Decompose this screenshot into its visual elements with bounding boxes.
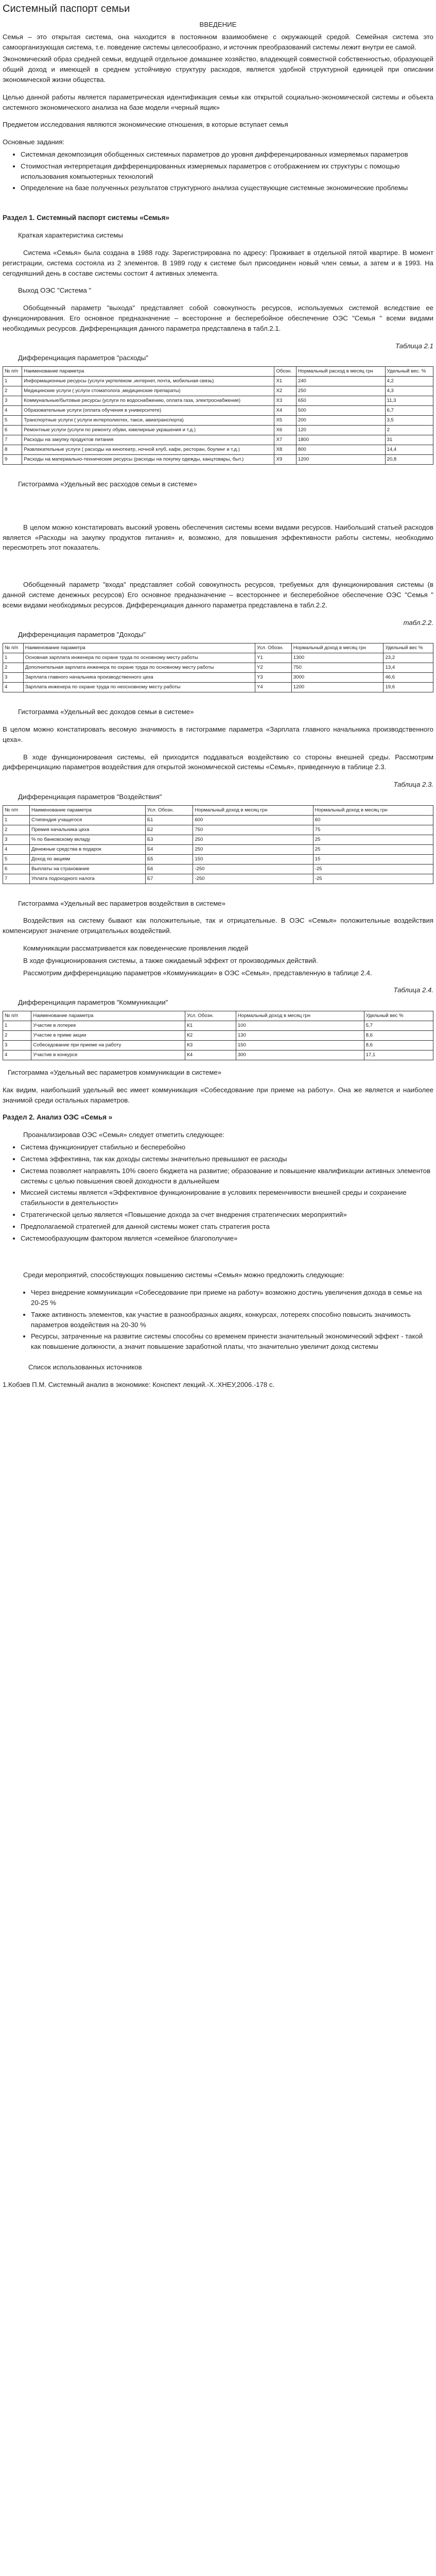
table-cell: Собеседование при приеме на работу: [31, 1040, 185, 1050]
table-cell: X4: [274, 406, 296, 416]
column-header: Удельный вес. %: [385, 367, 433, 377]
table-cell: Дополнительная зарплата инженера по охране труда по основному месту работы: [23, 663, 255, 673]
table-cell: 2: [385, 426, 433, 435]
table-cell: 240: [296, 377, 385, 386]
table-cell: -250: [193, 874, 313, 884]
table-cell: 130: [236, 1030, 364, 1040]
list-item: • Через внедрение коммуникации «Собеседование при приеме на работу» возможно достичь увеличения дохода в семье на 20-25 %: [31, 1287, 433, 1308]
means-list: [3, 1287, 433, 1352]
table-cell: -25: [313, 874, 433, 884]
table-cell: Б3: [145, 835, 193, 844]
table2-caption: Дифференциация параметров "Доходы": [18, 631, 146, 639]
table1-label: Таблица 2.1: [395, 342, 433, 350]
column-header: Наименование параметра: [31, 1011, 185, 1021]
table-cell: Информационные ресурсы (услуги укртелеком ,интернет, почта, мобильная связь): [22, 377, 274, 386]
table-row: [3, 1030, 433, 1040]
table-cell: Транспортные услуги ( услуги интерполиотех, такси, авиатранспорта): [22, 416, 274, 426]
table-cell: Б5: [145, 854, 193, 864]
table-cell: 60: [313, 815, 433, 825]
table-cell: 1200: [291, 683, 383, 692]
table-cell: 1: [3, 377, 22, 386]
list-item: • Система эффективна, так как доходы системы значительно превышают ее расходы: [21, 1154, 433, 1164]
table-cell: 300: [236, 1050, 364, 1060]
table-cell: 3: [3, 396, 22, 406]
table-row: [3, 396, 433, 406]
table-cell: 800: [296, 445, 385, 455]
paragraph: Воздействия на систему бывают как положительные, так и отрицательные. В ОЭС «Семья» положительные воздействия компенсируют значение отрицательных воздействий.: [3, 917, 433, 935]
table-cell: Основная зарплата инженера по охране труда по основному месту работы: [23, 653, 255, 663]
section2-heading: Раздел 2. Анализ ОЭС «Семья »: [3, 1113, 113, 1122]
table-row: [3, 825, 433, 835]
figure3-caption: Гистограмма «Удельный вес параметров воздействия в системе»: [18, 899, 225, 907]
table-cell: 750: [193, 825, 313, 835]
table4-caption: Дифференциация параметров "Коммуникации": [18, 998, 168, 1007]
table-cell: 2: [3, 386, 22, 396]
table-row: [3, 426, 433, 435]
table-cell: 8,6: [364, 1040, 433, 1050]
table-cell: Б1: [145, 815, 193, 825]
table-cell: -250: [193, 864, 313, 874]
table-row: [3, 854, 433, 864]
table-cell: Денежные средства в подарок: [29, 844, 145, 854]
column-header: Усл. Обозн.: [145, 805, 193, 815]
tasks-heading: Основные задания:: [3, 138, 65, 146]
table-cell: 750: [291, 663, 383, 673]
table-cell: 3,5: [385, 416, 433, 426]
table-cell: 2: [3, 663, 24, 673]
impact-text: В ходе функционирования системы, ей приходится поддаваться воздействию со стороны внешней среды. Рассмотрим дифференциацию параметров воздействия для открытой экономической системы «Семья», приведенную в таблице 2.3.: [3, 753, 433, 771]
column-header: Наименование параметра: [29, 805, 145, 815]
intro-paragraph: Экономический образ средней семьи, ведущей отдельное домашнее хозяйство, владеющей совместной собственностью, образующей общий доход и имеющей в среднем устойчивую структуру расходов, является удобной структурной единицей при описании экономической жизни общества.: [3, 55, 433, 83]
column-header: Нормальный доход в месяц грн: [291, 643, 383, 653]
table-cell: Y3: [255, 673, 292, 683]
table-cell: 11,3: [385, 396, 433, 406]
table-cell: 13,4: [383, 663, 433, 673]
table-row: [3, 683, 433, 692]
list-item: • Стоимостная интерпретация дифференцированных измеряемых параметров с отображением их структуры с помощью использования компьютерных технологий: [21, 161, 433, 182]
table-cell: Б4: [145, 844, 193, 854]
table-header-row: [3, 643, 433, 653]
table-cell: 3: [3, 673, 24, 683]
table-cell: 1: [3, 815, 30, 825]
table-cell: 1: [3, 1021, 31, 1030]
table3-caption: Дифференциация параметров "Воздействия": [18, 792, 162, 801]
table-cell: X3: [274, 396, 296, 406]
table-cell: 4: [3, 683, 24, 692]
intro-paragraph: Предметом исследования являются экономические отношения, в которые вступает семья: [3, 121, 288, 129]
list-item: • Системная декомпозиция обобщенных системных параметров до уровня дифференцированных измеряемых параметров: [21, 149, 433, 160]
analysis-list: [3, 1142, 433, 1243]
table-cell: 9: [3, 455, 22, 465]
table-cell: К2: [185, 1030, 236, 1040]
table-cell: Ремонтные услуги (услуги по ремонту обуви, ювелирные украшения и т.д.): [22, 426, 274, 435]
comm-text: В ходе функционирования системы, а также ожидаемый эффект от производимых действий.: [23, 956, 318, 964]
table-cell: 4: [3, 1050, 31, 1060]
column-header: № п/п: [3, 367, 22, 377]
references-heading: Список использованных источников: [28, 1363, 142, 1371]
table-cell: 4: [3, 844, 30, 854]
column-header: Удельный вес %: [383, 643, 433, 653]
comm-heading: Коммуникации рассматривается как поведенческие проявления людей: [23, 944, 249, 953]
table-row: [3, 673, 433, 683]
table-header-row: [3, 367, 433, 377]
table-row: [3, 835, 433, 844]
table-cell: 500: [296, 406, 385, 416]
means-heading: Среди мероприятий, способствующих повышению системы «Семья» можно предложить следующие:: [23, 1271, 345, 1279]
references: [3, 1362, 433, 1390]
table-row: [3, 1050, 433, 1060]
table-cell: 250: [193, 835, 313, 844]
comm-text: Рассмотрим дифференциацию параметров «Коммуникации» в ОЭС «Семья», представленную в таблице 2.4.: [23, 969, 372, 977]
tasks-list: [3, 149, 433, 193]
table-cell: X7: [274, 435, 296, 445]
list-item: • Также активность элементов, как участие в разнообразных акциях, конкурсах, лотереях способно повысить значимость параметров воздействия на 20-30 %: [31, 1310, 433, 1330]
column-header: Усл. Обозн.: [255, 643, 292, 653]
table-cell: 14,4: [385, 445, 433, 455]
table-row: [3, 844, 433, 854]
table1-caption: Дифференциация параметров "расходы": [18, 354, 149, 362]
paragraph: В целом можно констатировать высокий уровень обеспечения системы всеми видами ресурсов. Наибольший статьей расходов является «Расходы на закупку продуктов питания» и, возможно, для повышения эффективности работы системы, необходимо пересмотреть этот показатель.: [3, 523, 433, 552]
table-cell: X2: [274, 386, 296, 396]
communication-table: [3, 1011, 433, 1060]
table-cell: Развлекательные услуги ( расходы на кинотеатр, ночной клуб, кафе, ресторан, боулинг и т.д.): [22, 445, 274, 455]
intro-heading: ВВЕДЕНИЕ: [199, 21, 237, 28]
list-item: • Системообразующим фактором является «семейное благополучие»: [21, 1233, 433, 1244]
table-header-row: [3, 805, 433, 815]
table-cell: 3: [3, 835, 30, 844]
table-header-row: [3, 1011, 433, 1021]
figure2-caption: Гистограмма «Удельный вес доходов семьи в системе»: [18, 708, 194, 716]
table-cell: Выплаты на страхование: [29, 864, 145, 874]
table-cell: Участие в приме акции: [31, 1030, 185, 1040]
table-cell: Медицинские услуги ( услуги стоматолога ,медицинские препараты): [22, 386, 274, 396]
table-cell: К4: [185, 1050, 236, 1060]
table-cell: X8: [274, 445, 296, 455]
list-item: • Система позволяет направлять 10% своего бюджета на развитие; образование и повышение квалификации активных элементов системы с целью повышения своей доходности в дальнейшем: [21, 1166, 433, 1187]
table-cell: 1300: [291, 653, 383, 663]
table-row: [3, 874, 433, 884]
table-cell: 7: [3, 874, 30, 884]
table-cell: 17,1: [364, 1050, 433, 1060]
table-cell: 100: [236, 1021, 364, 1030]
table-cell: Образовательные услуги (оплата обучения в университете): [22, 406, 274, 416]
table-row: [3, 377, 433, 386]
table-row: [3, 445, 433, 455]
system-description: Система «Семья» была создана в 1988 году. Зарегистрирована по адресу: Проживает в отдельной пятой квартире. В момент регистрации, система состояла из 2 элементов. В 1989 году к системе был присоединен новый член семьи, а затем и в 1993. На сегодняшний день в составе системы состоит 4 активных элемента.: [3, 249, 433, 277]
table-cell: Расходы на материально-технические ресурсы (расходы на покупку одежды, канцтовары, быт.): [22, 455, 274, 465]
list-item: • Предполагаемой стратегией для данной системы может стать стратегия роста: [21, 1222, 433, 1232]
table-cell: 200: [296, 416, 385, 426]
table-cell: 4,3: [385, 386, 433, 396]
table-cell: X6: [274, 426, 296, 435]
table-cell: X1: [274, 377, 296, 386]
table-cell: 1200: [296, 455, 385, 465]
list-item: • Ресурсы, затраченные на развитие системы способны со временем принести значительный экономический эффект - такой как повышение должности, а значит повышение заработной платы, что значительно увеличит доход системы: [31, 1331, 433, 1352]
table-row: [3, 815, 433, 825]
table-cell: 7: [3, 435, 22, 445]
list-item: • Определение на базе полученных результатов структурного анализа существующие системные экономические проблемы: [21, 183, 433, 193]
impact-table: [3, 805, 433, 884]
document: [0, 1, 436, 1418]
exit-heading: Выход ОЭС "Система ": [18, 286, 92, 295]
table-cell: 25: [313, 844, 433, 854]
column-header: Нормальный доход в месяц грн: [313, 805, 433, 815]
table-cell: X9: [274, 455, 296, 465]
expenses-table: [3, 366, 433, 465]
page-title: Системный паспорт семьи: [3, 3, 130, 14]
table3-label: Таблица 2.3.: [393, 781, 433, 789]
input-text: Обобщенный параметр "входа" представляет собой совокупность ресурсов, требуемых для функционирования системы (в данной системе денежных ресурсов) Его основное предназначение – всестороннее и бесперебойное обеспечение ОЭС "Семья " всеми видами необходимых ресурсов. Дифференциация данного параметра представлена в табл.2.2.: [3, 581, 433, 609]
table-cell: 75: [313, 825, 433, 835]
table-cell: 6: [3, 864, 30, 874]
table-cell: К3: [185, 1040, 236, 1050]
table2-label: табл.2.2.: [403, 618, 433, 626]
table-cell: % по банковскому вкладу: [29, 835, 145, 844]
table-cell: 8: [3, 445, 22, 455]
table-row: [3, 653, 433, 663]
table-cell: Зарплата главного начальника производственного цеха: [23, 673, 255, 683]
table-cell: 150: [193, 854, 313, 864]
table-cell: Б2: [145, 825, 193, 835]
column-header: Обозн.: [274, 367, 296, 377]
column-header: № п/п: [3, 805, 30, 815]
list-item: • Стратегической целью является «Повышение дохода за счет внедрения стратегических мероприятий»: [21, 1210, 433, 1220]
column-header: Наименование параметра: [23, 643, 255, 653]
column-header: Удельный вес %: [364, 1011, 433, 1021]
column-header: Наименование параметра: [22, 367, 274, 377]
column-header: Нормальный доход в месяц грн: [193, 805, 313, 815]
table-cell: Б6: [145, 864, 193, 874]
table-cell: К1: [185, 1021, 236, 1030]
column-header: Нормальный доход в месяц грн: [236, 1011, 364, 1021]
section2-intro: Проанализировав ОЭС «Семья» следует отметить следующее:: [23, 1131, 224, 1139]
table-cell: 4: [3, 406, 22, 416]
table-cell: 19,6: [383, 683, 433, 692]
figure1-caption: Гистограмма «Удельный вес расходов семьи в системе»: [18, 480, 197, 488]
table-row: [3, 435, 433, 445]
table-cell: Расходы на закупку продуктов питания: [22, 435, 274, 445]
income-table: [3, 643, 433, 692]
table-cell: 600: [193, 815, 313, 825]
table-cell: 5: [3, 416, 22, 426]
table-cell: Б7: [145, 874, 193, 884]
table-cell: 250: [193, 844, 313, 854]
table-cell: 1800: [296, 435, 385, 445]
table-row: [3, 663, 433, 673]
table-cell: Премия начальника цеха: [29, 825, 145, 835]
intro-paragraph: Целью данной работы является параметрическая идентификация семьи как открытой социально-экономической системы и объекта системного экономического анализа на базе модели «черный ящик»: [3, 93, 433, 111]
table-cell: 6,7: [385, 406, 433, 416]
reference-item: 1.Кобзев П.М. Системный анализ в экономике: Конспект лекций.-Х.:ХНЕУ,2006.-178 с.: [3, 1380, 275, 1388]
table-cell: Доход по акциям: [29, 854, 145, 864]
table-cell: Участие в лотерее: [31, 1021, 185, 1030]
table-cell: Стипендия учащегося: [29, 815, 145, 825]
table-cell: 25: [313, 835, 433, 844]
table-cell: 20,8: [385, 455, 433, 465]
table-row: [3, 416, 433, 426]
table-cell: Коммунальные/бытовые ресурсы (услуги по водоснабжению, оплата газа, электроснабжение): [22, 396, 274, 406]
section1-subheading: Краткая характеристика системы: [18, 231, 123, 240]
section1-heading: Раздел 1. Системный паспорт системы «Семья»: [3, 214, 169, 222]
table-cell: Y2: [255, 663, 292, 673]
table-cell: 120: [296, 426, 385, 435]
list-item: • Миссией системы является «Эффективное функционирование в условиях переменчивости внешней среды и сохранение стабильности в деятельности»: [21, 1188, 433, 1208]
table-cell: 31: [385, 435, 433, 445]
table-cell: Уплата подоходного налога: [29, 874, 145, 884]
table-cell: 46,6: [383, 673, 433, 683]
table-row: [3, 406, 433, 416]
table-cell: 2: [3, 825, 30, 835]
table-cell: 6: [3, 426, 22, 435]
table-row: [3, 1040, 433, 1050]
table-row: [3, 1021, 433, 1030]
table-cell: Y1: [255, 653, 292, 663]
table-cell: 150: [236, 1040, 364, 1050]
table-cell: 650: [296, 396, 385, 406]
table-cell: 23,2: [383, 653, 433, 663]
table4-label: Таблица 2.4.: [393, 986, 433, 994]
table-cell: 4,2: [385, 377, 433, 386]
table-cell: X5: [274, 416, 296, 426]
table-row: [3, 386, 433, 396]
column-header: № п/п: [3, 1011, 31, 1021]
table-cell: Зарплата инженера по охране труда по неосновному месту работы: [23, 683, 255, 692]
table-row: [3, 455, 433, 465]
table-row: [3, 864, 433, 874]
table-cell: 3000: [291, 673, 383, 683]
column-header: Нормальный расход в месяц грн: [296, 367, 385, 377]
table-cell: 1: [3, 653, 24, 663]
table-cell: -25: [313, 864, 433, 874]
table-cell: 2: [3, 1030, 31, 1040]
table-cell: 5,7: [364, 1021, 433, 1030]
table-cell: Участие в конкурсе: [31, 1050, 185, 1060]
table-cell: Y4: [255, 683, 292, 692]
exit-text: Обобщенный параметр "выхода" представляет собой совокупность ресурсов, используемых системой вследствие ее функционирования. Его основное предназначение – всесторонне и бесперебойное обеспечение ОЭС "Семья " всеми видами необходимых ресурсов. Дифференциация данного параметра представлена в табл.2.1.: [3, 304, 433, 332]
list-item: • Система функционирует стабильно и бесперебойно: [21, 1142, 433, 1153]
table-cell: 250: [296, 386, 385, 396]
table-cell: 3: [3, 1040, 31, 1050]
table-cell: 15: [313, 854, 433, 864]
paragraph: В целом можно констатировать весомую значимость в гистограмме параметра «Зарплата главного начальника производственного цеха».: [3, 725, 433, 743]
table-cell: 5: [3, 854, 30, 864]
paragraph: Как видим, наибольший удельный вес имеет коммуникация «Собеседование при приеме на работу». Она же является и наиболее значимой среди остальных параметров.: [3, 1086, 433, 1104]
figure4-caption: Гистограмма «Удельный вес параметров коммуникации в системе»: [8, 1068, 222, 1076]
intro-paragraph: Семья – это открытая система, она находится в постоянном взаимообмене с окружающей средой. Семейная система это самоорганизующая система, т.е. поведение системы целесообразно, и источник преобразований системы лежит внутри ее самой.: [3, 32, 433, 51]
table-cell: 8,6: [364, 1030, 433, 1040]
column-header: № п/п: [3, 643, 24, 653]
column-header: Усл. Обозн.: [185, 1011, 236, 1021]
